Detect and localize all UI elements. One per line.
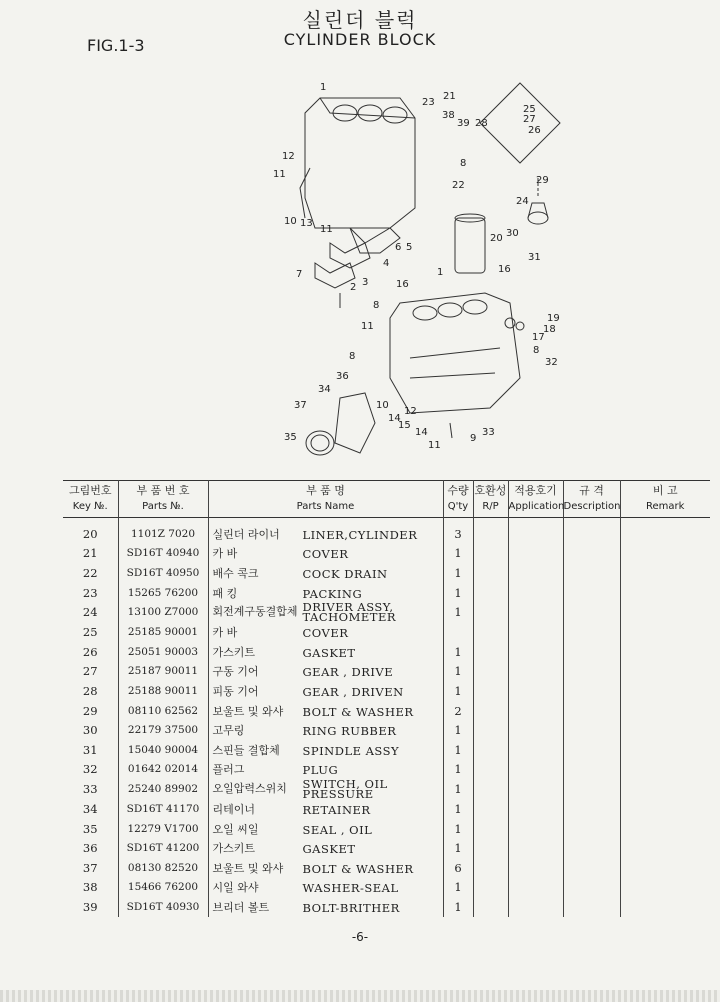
callout-33: 33 [482,427,495,438]
col-part-header: 부 품 번 호 Parts №. [118,481,208,518]
rp-cell [473,819,508,839]
remark-cell [620,897,710,917]
callout-11: 11 [273,169,286,180]
key-cell: 32 [82,762,98,777]
table-row [63,544,710,564]
callout-37: 37 [294,400,307,411]
table-row [63,720,710,740]
table-row [63,819,710,839]
callout-7: 7 [296,269,303,280]
part-name-ko: 오일 씨일 [212,822,259,836]
callout-9: 9 [470,433,477,444]
description-cell [563,897,620,917]
callout-32: 32 [545,357,558,368]
description-cell [563,563,620,583]
key-cell: 33 [82,782,98,797]
part-name-ko: 보울트 및 와샤 [212,861,284,875]
part-number-cell: SD16T 40950 [118,563,208,583]
callout-11c: 11 [361,321,374,332]
rp-cell [473,622,508,642]
cylinder-liner-shape [455,218,485,273]
callout-12: 12 [282,151,295,162]
part-number-cell: SD16T 41170 [118,799,208,819]
callout-4: 4 [383,258,390,269]
qty-cell: 3 [443,518,473,544]
callout-21: 21 [443,91,456,102]
key-cell: 29 [82,703,98,718]
rp-cell [473,779,508,799]
table-row [63,799,710,819]
part-name-ko: 피동 기어 [212,684,259,698]
part-name-cell [208,760,443,780]
application-cell [508,878,563,898]
table-row [63,583,710,603]
part-name-cell [208,799,443,819]
page-number: -6- [351,930,369,944]
remark-cell [620,878,710,898]
callout-6: 6 [395,242,402,253]
table-row [63,701,710,721]
part-name-cell [208,897,443,917]
col-name-header: 부 품 명 Parts Name [208,481,443,518]
callout-16b: 16 [396,279,409,290]
remark-cell [620,681,710,701]
description-cell [563,681,620,701]
description-cell [563,701,620,721]
part-number-cell: 01642 02014 [118,760,208,780]
table-header-row [63,481,710,518]
part-number-cell: 12279 V1700 [118,819,208,839]
application-cell [508,779,563,799]
key-cell: 30 [82,723,98,738]
remark-cell [620,838,710,858]
part-name-cell [208,858,443,878]
qty-cell: 1 [443,819,473,839]
part-name-ko: 고무링 [212,724,245,738]
part-name-ko: 리테이너 [212,802,256,816]
part-name-cell [208,779,443,799]
rp-cell [473,838,508,858]
remark-cell [620,858,710,878]
col-key-header: 그림번호 Key №. [68,484,112,512]
callout-1: 1 [320,82,327,93]
page-title: CYLINDER BLOCK [283,30,437,49]
figure-label: FIG.1-3 [87,36,145,55]
part-number-cell: 13100 Z7000 [118,602,208,622]
qty-cell: 6 [443,858,473,878]
callout-38: 38 [442,110,455,121]
part-name-en: SWITCH, OIL PRESSURE [302,779,388,800]
part-number-cell: 25185 90001 [118,622,208,642]
rp-cell [473,518,508,544]
description-cell [563,838,620,858]
part-number-cell: 25187 90011 [118,662,208,682]
exploded-view-diagram [270,78,580,473]
description-cell [563,583,620,603]
qty-cell: 1 [443,662,473,682]
key-cell: 23 [82,585,98,600]
part-name-cell [208,583,443,603]
part-name-en: COVER [302,547,349,562]
part-name-cell [208,518,443,544]
callout-20: 20 [490,233,503,244]
callout-34: 34 [318,384,331,395]
key-cell: 21 [82,546,98,561]
part-name-ko: 카 바 [212,626,238,640]
key-cell: 34 [82,801,98,816]
part-name-ko: 보울트 및 와샤 [212,704,284,718]
part-number-cell: 15265 76200 [118,583,208,603]
remark-cell [620,583,710,603]
key-cell: 22 [82,565,98,580]
description-cell [563,858,620,878]
callout-10: 10 [284,216,297,227]
table-row [63,622,710,642]
bearing-cap-shape [350,228,400,253]
part-name-ko: 패 킹 [212,586,238,600]
part-number-cell: 15466 76200 [118,878,208,898]
description-cell [563,602,620,622]
description-cell [563,622,620,642]
part-name-cell [208,642,443,662]
qty-cell: 1 [443,681,473,701]
part-name-en: COVER [302,626,349,641]
rp-cell [473,583,508,603]
key-cell: 39 [82,899,98,914]
application-cell [508,740,563,760]
part-number-cell: SD16T 40930 [118,897,208,917]
application-cell [508,662,563,682]
rp-cell [473,544,508,564]
qty-cell: 1 [443,642,473,662]
table-row [63,662,710,682]
part-name-cell [208,701,443,721]
application-cell [508,838,563,858]
key-cell: 25 [82,625,98,640]
remark-cell [620,819,710,839]
callout-5: 5 [406,242,413,253]
part-number-cell: 22179 37500 [118,720,208,740]
callout-31: 31 [528,252,541,263]
qty-cell: 1 [443,760,473,780]
col-qty-header: 수량 Q'ty [443,481,473,518]
callout-8b: 8 [373,300,380,311]
application-cell [508,622,563,642]
part-name-en: GASKET [302,842,356,857]
part-name-en: DRIVER ASSY, TACHOMETER [302,602,396,623]
key-cell: 31 [82,742,98,757]
part-name-en: BOLT & WASHER [302,861,414,876]
part-name-cell [208,622,443,642]
table-row [63,878,710,898]
key-cell: 28 [82,683,98,698]
part-name-cell [208,602,443,622]
remark-cell [620,740,710,760]
inset-diamond-shape [480,83,560,163]
part-name-en: SEAL , OIL [302,822,373,837]
part-name-ko: 오일압력스위치 [212,782,287,796]
qty-cell: 1 [443,897,473,917]
qty-cell: 1 [443,544,473,564]
callout-8c: 8 [533,345,540,356]
qty-cell: 1 [443,878,473,898]
callout-19: 19 [547,313,560,324]
part-name-cell [208,662,443,682]
callout-39: 39 [457,118,470,129]
callout-30: 30 [506,228,519,239]
rp-cell [473,760,508,780]
part-name-cell [208,740,443,760]
callout-15: 15 [398,420,411,431]
part-name-en: PLUG [302,763,339,778]
rp-cell [473,602,508,622]
part-name-en: BOLT-BRITHER [302,900,400,915]
callout-27: 27 [523,114,536,125]
col-desc-header: 규 격 Description [563,481,620,518]
qty-cell: 1 [443,602,473,622]
callout-28: 28 [475,118,488,129]
description-cell [563,642,620,662]
part-name-cell [208,720,443,740]
table-row [63,642,710,662]
callout-36: 36 [336,371,349,382]
callout-26: 26 [528,125,541,136]
application-cell [508,897,563,917]
rp-cell [473,799,508,819]
table-row [63,858,710,878]
description-cell [563,760,620,780]
callout-8d: 8 [349,351,356,362]
description-cell [563,720,620,740]
part-name-en: COCK DRAIN [302,566,388,581]
key-cell: 26 [82,644,98,659]
remark-cell [620,760,710,780]
application-cell [508,583,563,603]
part-number-cell: 25240 89902 [118,779,208,799]
part-name-en: RING RUBBER [302,724,397,739]
callout-18: 18 [543,324,556,335]
remark-cell [620,518,710,544]
application-cell [508,858,563,878]
description-cell [563,819,620,839]
rp-cell [473,662,508,682]
callout-14b: 14 [415,427,428,438]
qty-cell: 1 [443,799,473,819]
callout-17: 17 [532,332,545,343]
parts-table [63,480,710,917]
qty-cell [443,622,473,642]
callout-2: 2 [350,282,357,293]
callout-25: 25 [523,104,536,115]
part-number-cell: 15040 90004 [118,740,208,760]
part-number-cell: 25188 90011 [118,681,208,701]
part-name-en: WASHER-SEAL [302,881,399,896]
remark-cell [620,642,710,662]
table-row [63,681,710,701]
part-name-cell [208,838,443,858]
table-row [63,563,710,583]
application-cell [508,544,563,564]
callout-8: 8 [460,158,467,169]
part-name-ko: 배수 콕크 [212,566,259,580]
remark-cell [620,622,710,642]
qty-cell: 1 [443,740,473,760]
part-name-ko: 구동 기어 [212,665,259,679]
qty-cell: 1 [443,583,473,603]
part-name-ko: 가스키트 [212,645,256,659]
callout-35: 35 [284,432,297,443]
part-number-cell: 08110 62562 [118,701,208,721]
table-row [63,779,710,799]
part-name-en: RETAINER [302,802,371,817]
callout-1b: 1 [437,267,444,278]
description-cell [563,878,620,898]
remark-cell [620,779,710,799]
key-cell: 20 [82,526,98,541]
part-name-en: GEAR , DRIVEN [302,684,404,699]
callout-11b: 11 [320,224,333,235]
callout-29: 29 [536,175,549,186]
application-cell [508,799,563,819]
part-number-cell: 25051 90003 [118,642,208,662]
application-cell [508,701,563,721]
qty-cell: 1 [443,720,473,740]
part-name-en: SPINDLE ASSY [302,743,400,758]
key-cell: 36 [82,841,98,856]
rp-cell [473,878,508,898]
part-name-cell [208,544,443,564]
part-name-ko: 회전계구동결합체 [212,605,298,619]
part-name-cell [208,563,443,583]
part-name-ko: 시일 와샤 [212,881,259,895]
table-row [63,518,710,544]
application-cell [508,720,563,740]
part-name-cell [208,681,443,701]
table-row [63,760,710,780]
application-cell [508,760,563,780]
remark-cell [620,544,710,564]
description-cell [563,662,620,682]
callout-16: 16 [498,264,511,275]
application-cell [508,681,563,701]
rp-cell [473,720,508,740]
part-number-cell: 08130 82520 [118,858,208,878]
diagram-callouts [273,82,560,451]
rp-cell [473,701,508,721]
application-cell [508,819,563,839]
application-cell [508,642,563,662]
retainer-shape [335,393,375,453]
part-name-ko: 실린더 라이너 [212,527,280,541]
qty-cell: 1 [443,838,473,858]
table-row [63,602,710,622]
callout-12b: 12 [404,406,417,417]
description-cell [563,518,620,544]
scan-edge [0,990,720,1002]
part-name-en: LINER,CYLINDER [302,527,418,542]
remark-cell [620,563,710,583]
col-rp-header: 호환성 R/P [473,481,508,518]
part-number-cell: 1101Z 7020 [118,518,208,544]
col-app-header: 적용호기 Application [508,481,563,518]
part-name-en: GASKET [302,645,356,660]
remark-cell [620,662,710,682]
callout-3: 3 [362,277,369,288]
remark-cell [620,701,710,721]
remark-cell [620,720,710,740]
rp-cell [473,563,508,583]
part-name-en: BOLT & WASHER [302,704,414,719]
rp-cell [473,740,508,760]
application-cell [508,563,563,583]
remark-cell [620,799,710,819]
application-cell [508,602,563,622]
description-cell [563,740,620,760]
part-number-cell: SD16T 41200 [118,838,208,858]
part-name-cell [208,819,443,839]
qty-cell: 1 [443,779,473,799]
key-cell: 35 [82,821,98,836]
part-name-en: PACKING [302,586,363,601]
part-number-cell: SD16T 40940 [118,544,208,564]
table-row [63,838,710,858]
key-cell: 38 [82,880,98,895]
description-cell [563,779,620,799]
callout-14: 14 [388,413,401,424]
part-name-ko: 가스키트 [212,842,256,856]
callout-24: 24 [516,196,529,207]
table-row [63,897,710,917]
remark-cell [620,602,710,622]
description-cell [563,799,620,819]
part-name-en: GEAR , DRIVE [302,665,394,680]
qty-cell: 2 [443,701,473,721]
callout-23: 23 [422,97,435,108]
qty-cell: 1 [443,563,473,583]
rp-cell [473,642,508,662]
callout-11d: 11 [428,440,441,451]
callout-22: 22 [452,180,465,191]
application-cell [508,518,563,544]
part-name-ko: 플러그 [212,763,245,777]
rp-cell [473,858,508,878]
callout-13: 13 [300,218,313,229]
key-cell: 24 [82,605,98,620]
part-name-ko: 카 바 [212,547,238,561]
rp-cell [473,681,508,701]
cylinder-block-drawing [270,78,580,473]
col-remark-header: 비 고 Remark [620,481,710,518]
part-name-ko: 스핀들 결합체 [212,743,280,757]
rp-cell [473,897,508,917]
page-title-korean: 실린더 블럭 [302,8,418,32]
key-cell: 37 [82,860,98,875]
description-cell [563,544,620,564]
part-name-cell [208,878,443,898]
table-row [63,740,710,760]
key-cell: 27 [82,664,98,679]
part-name-ko: 브리더 볼트 [212,900,270,914]
callout-10b: 10 [376,400,389,411]
